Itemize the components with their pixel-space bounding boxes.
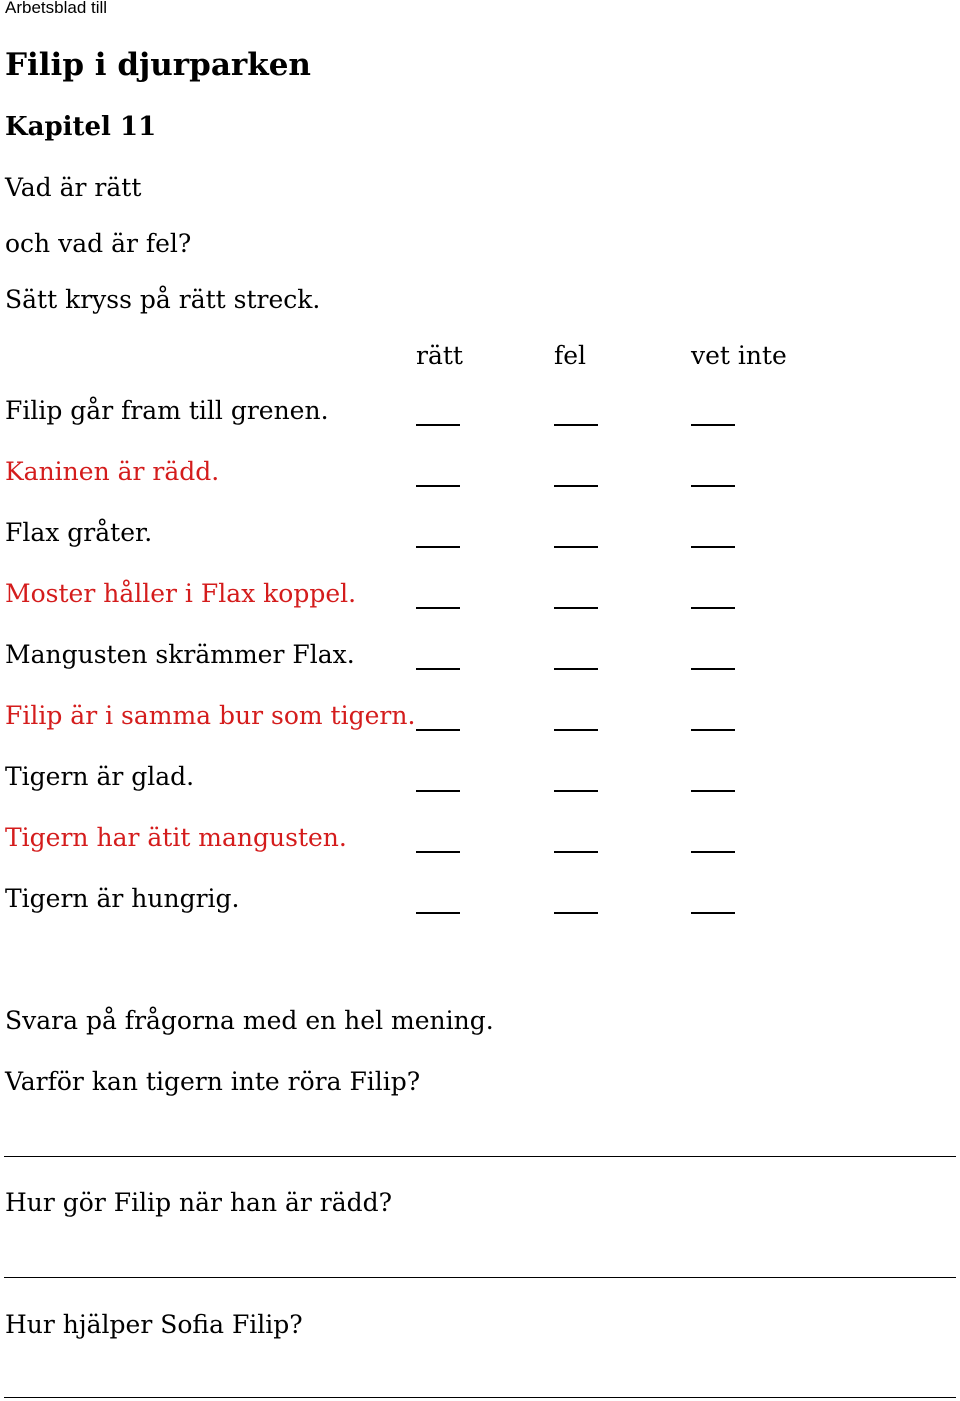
chapter-heading: Kapitel 11 — [5, 112, 157, 142]
statement-text: Filip går fram till grenen. — [5, 396, 329, 425]
answer-blank-fel[interactable] — [554, 912, 598, 914]
answer-blank-vet-inte[interactable] — [691, 546, 735, 548]
answer-blank-ratt[interactable] — [416, 607, 460, 609]
answer-blank-ratt[interactable] — [416, 790, 460, 792]
column-header-vet-inte: vet inte — [691, 341, 787, 370]
answer-blank-vet-inte[interactable] — [691, 851, 735, 853]
instruction-line-1: Vad är rätt — [5, 173, 142, 202]
answer-blank-ratt[interactable] — [416, 729, 460, 731]
statement-text: Tigern har ätit mangusten. — [5, 823, 347, 852]
statement-text: Filip är i samma bur som tigern. — [5, 701, 416, 730]
answer-blank-ratt[interactable] — [416, 851, 460, 853]
worksheet-subtitle: Arbetsblad till — [5, 0, 108, 17]
statement-text: Kaninen är rädd. — [5, 457, 220, 486]
statement-text: Tigern är glad. — [5, 762, 195, 791]
answer-blank-ratt[interactable] — [416, 912, 460, 914]
book-title: Filip i djurparken — [5, 47, 311, 83]
answer-blank-fel[interactable] — [554, 607, 598, 609]
answer-blank-ratt[interactable] — [416, 424, 460, 426]
answer-blank-fel[interactable] — [554, 790, 598, 792]
statement-text: Flax gråter. — [5, 518, 153, 547]
instruction-line-3: Sätt kryss på rätt streck. — [5, 285, 321, 314]
answer-blank-ratt[interactable] — [416, 485, 460, 487]
answer-blank-fel[interactable] — [554, 485, 598, 487]
statement-text: Tigern är hungrig. — [5, 884, 240, 913]
answer-blank-fel[interactable] — [554, 851, 598, 853]
answer-blank-vet-inte[interactable] — [691, 424, 735, 426]
answer-line-2[interactable] — [4, 1277, 956, 1278]
question-3: Hur hjälper Sofia Filip? — [5, 1310, 303, 1339]
column-header-fel: fel — [554, 341, 587, 370]
answer-blank-fel[interactable] — [554, 546, 598, 548]
answer-blank-vet-inte[interactable] — [691, 485, 735, 487]
answer-blank-vet-inte[interactable] — [691, 729, 735, 731]
answer-blank-ratt[interactable] — [416, 668, 460, 670]
statement-text: Moster håller i Flax koppel. — [5, 579, 357, 608]
statement-text: Mangusten skrämmer Flax. — [5, 640, 355, 669]
instruction-line-2: och vad är fel? — [5, 229, 192, 258]
column-header-ratt: rätt — [416, 341, 463, 370]
answer-blank-vet-inte[interactable] — [691, 790, 735, 792]
answer-line-1[interactable] — [4, 1156, 956, 1157]
questions-instruction: Svara på frågorna med en hel mening. — [5, 1006, 494, 1035]
answer-blank-vet-inte[interactable] — [691, 668, 735, 670]
answer-blank-fel[interactable] — [554, 729, 598, 731]
answer-blank-fel[interactable] — [554, 668, 598, 670]
answer-blank-vet-inte[interactable] — [691, 607, 735, 609]
answer-blank-ratt[interactable] — [416, 546, 460, 548]
answer-line-3[interactable] — [4, 1397, 956, 1398]
question-2: Hur gör Filip när han är rädd? — [5, 1188, 393, 1217]
answer-blank-vet-inte[interactable] — [691, 912, 735, 914]
question-1: Varför kan tigern inte röra Filip? — [5, 1067, 421, 1096]
answer-blank-fel[interactable] — [554, 424, 598, 426]
